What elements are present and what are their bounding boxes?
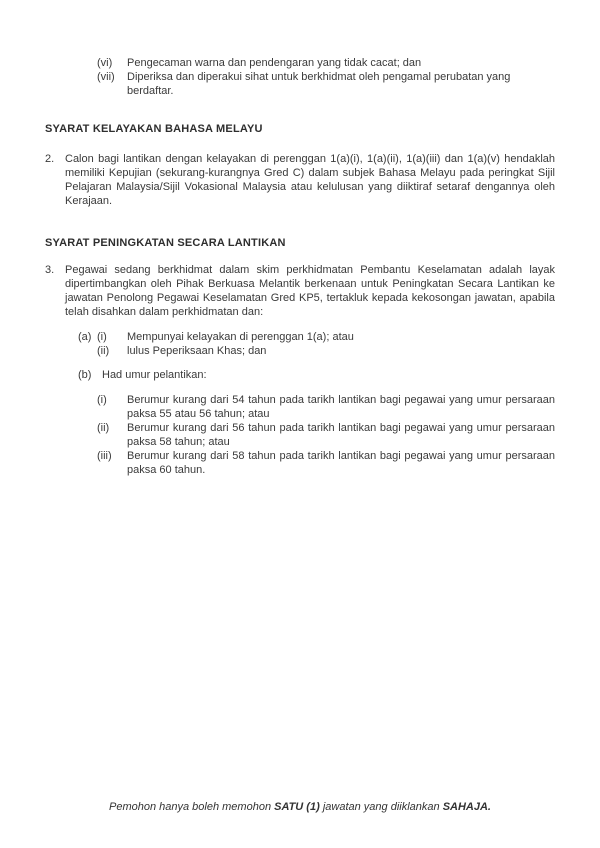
list-item <box>97 449 555 477</box>
sub-item-b-label: Had umur pelantikan: <box>102 369 207 381</box>
list-marker: (iii) <box>97 450 112 462</box>
list-item-text: Berumur kurang dari 54 tahun pada tarikh lantikan bagi pegawai yang umur persaraan paksa 55 atau 56 tahun; atau <box>127 394 555 420</box>
footer-note <box>0 800 600 814</box>
list-marker: (i) <box>97 394 107 406</box>
footer-bold-satu: SATU (1) <box>274 801 320 813</box>
list-item-text: Berumur kurang dari 58 tahun pada tarikh lantikan bagi pegawai yang umur persaraan paksa 60 tahun. <box>127 450 555 476</box>
list-marker: (vii) <box>97 71 115 83</box>
list-item-text: Diperiksa dan diperakui sihat untuk berkhidmat oleh pengamal perubatan yang berdaftar. <box>127 71 511 97</box>
sub-item-b <box>78 368 207 382</box>
age-limit-list <box>97 393 555 477</box>
paragraph-number: 2. <box>45 153 55 165</box>
section-heading-peningkatan-lantikan: SYARAT PENINGKATAN SECARA LANTIKAN <box>45 237 286 249</box>
list-marker: (a) <box>78 331 92 343</box>
paragraph-2 <box>45 152 555 208</box>
paragraph-text: Pegawai sedang berkhidmat dalam skim perkhidmatan Pembantu Keselamatan adalah layak dipertimbangkan oleh Pihak Berkuasa Melantik berkenaan untuk Peningkatan Secara Lantikan ke jawatan Penolong Pegawai Keselamatan Gred KP5, tertakluk kepada kekosongan jawatan, apabila telah disahkan dalam perkhidmatan dan: <box>65 264 555 318</box>
list-marker: (vi) <box>97 57 113 69</box>
list-marker: (ii) <box>97 345 110 357</box>
list-marker: (b) <box>78 369 92 381</box>
list-item <box>97 56 555 70</box>
footer-text-middle: jawatan yang diiklankan <box>319 801 443 813</box>
sub-item-a <box>78 330 555 358</box>
list-marker: (ii) <box>97 422 110 434</box>
sub-item-a-list <box>97 330 555 358</box>
list-item <box>97 330 555 344</box>
list-item-text: Berumur kurang dari 56 tahun pada tarikh lantikan bagi pegawai yang umur persaraan paksa 58 tahun; atau <box>127 422 555 448</box>
list-marker: (i) <box>97 331 107 343</box>
paragraph-text: Calon bagi lantikan dengan kelayakan di perenggan 1(a)(i), 1(a)(ii), 1(a)(iii) dan 1(a)(v) hendaklah memiliki Kepujian (sekurang-kurangnya Gred C) dalam subjek Bahasa Melayu pada peringkat Sijil Pelajaran Malaysia/Sijil Vokasional Malaysia atau kelulusan yang diiktiraf setaraf dengannya oleh Kerajaan. <box>65 153 555 207</box>
list-item <box>97 393 555 421</box>
list-item-text: Pengecaman warna dan pendengaran yang tidak cacat; dan <box>127 57 422 69</box>
list-item <box>97 344 555 358</box>
list-item-text: lulus Peperiksaan Khas; dan <box>127 345 267 357</box>
list-item-text: Mempunyai kelayakan di perenggan 1(a); atau <box>127 331 354 343</box>
list-item <box>97 421 555 449</box>
paragraph-number: 3. <box>45 264 55 276</box>
footer-bold-sahaja: SAHAJA. <box>442 801 491 813</box>
list-item <box>97 70 555 98</box>
medical-requirements-list <box>97 56 555 98</box>
section-heading-bahasa-melayu: SYARAT KELAYAKAN BAHASA MELAYU <box>45 123 263 135</box>
paragraph-3 <box>45 263 555 319</box>
footer-text-prefix: Pemohon hanya boleh memohon <box>109 801 275 813</box>
